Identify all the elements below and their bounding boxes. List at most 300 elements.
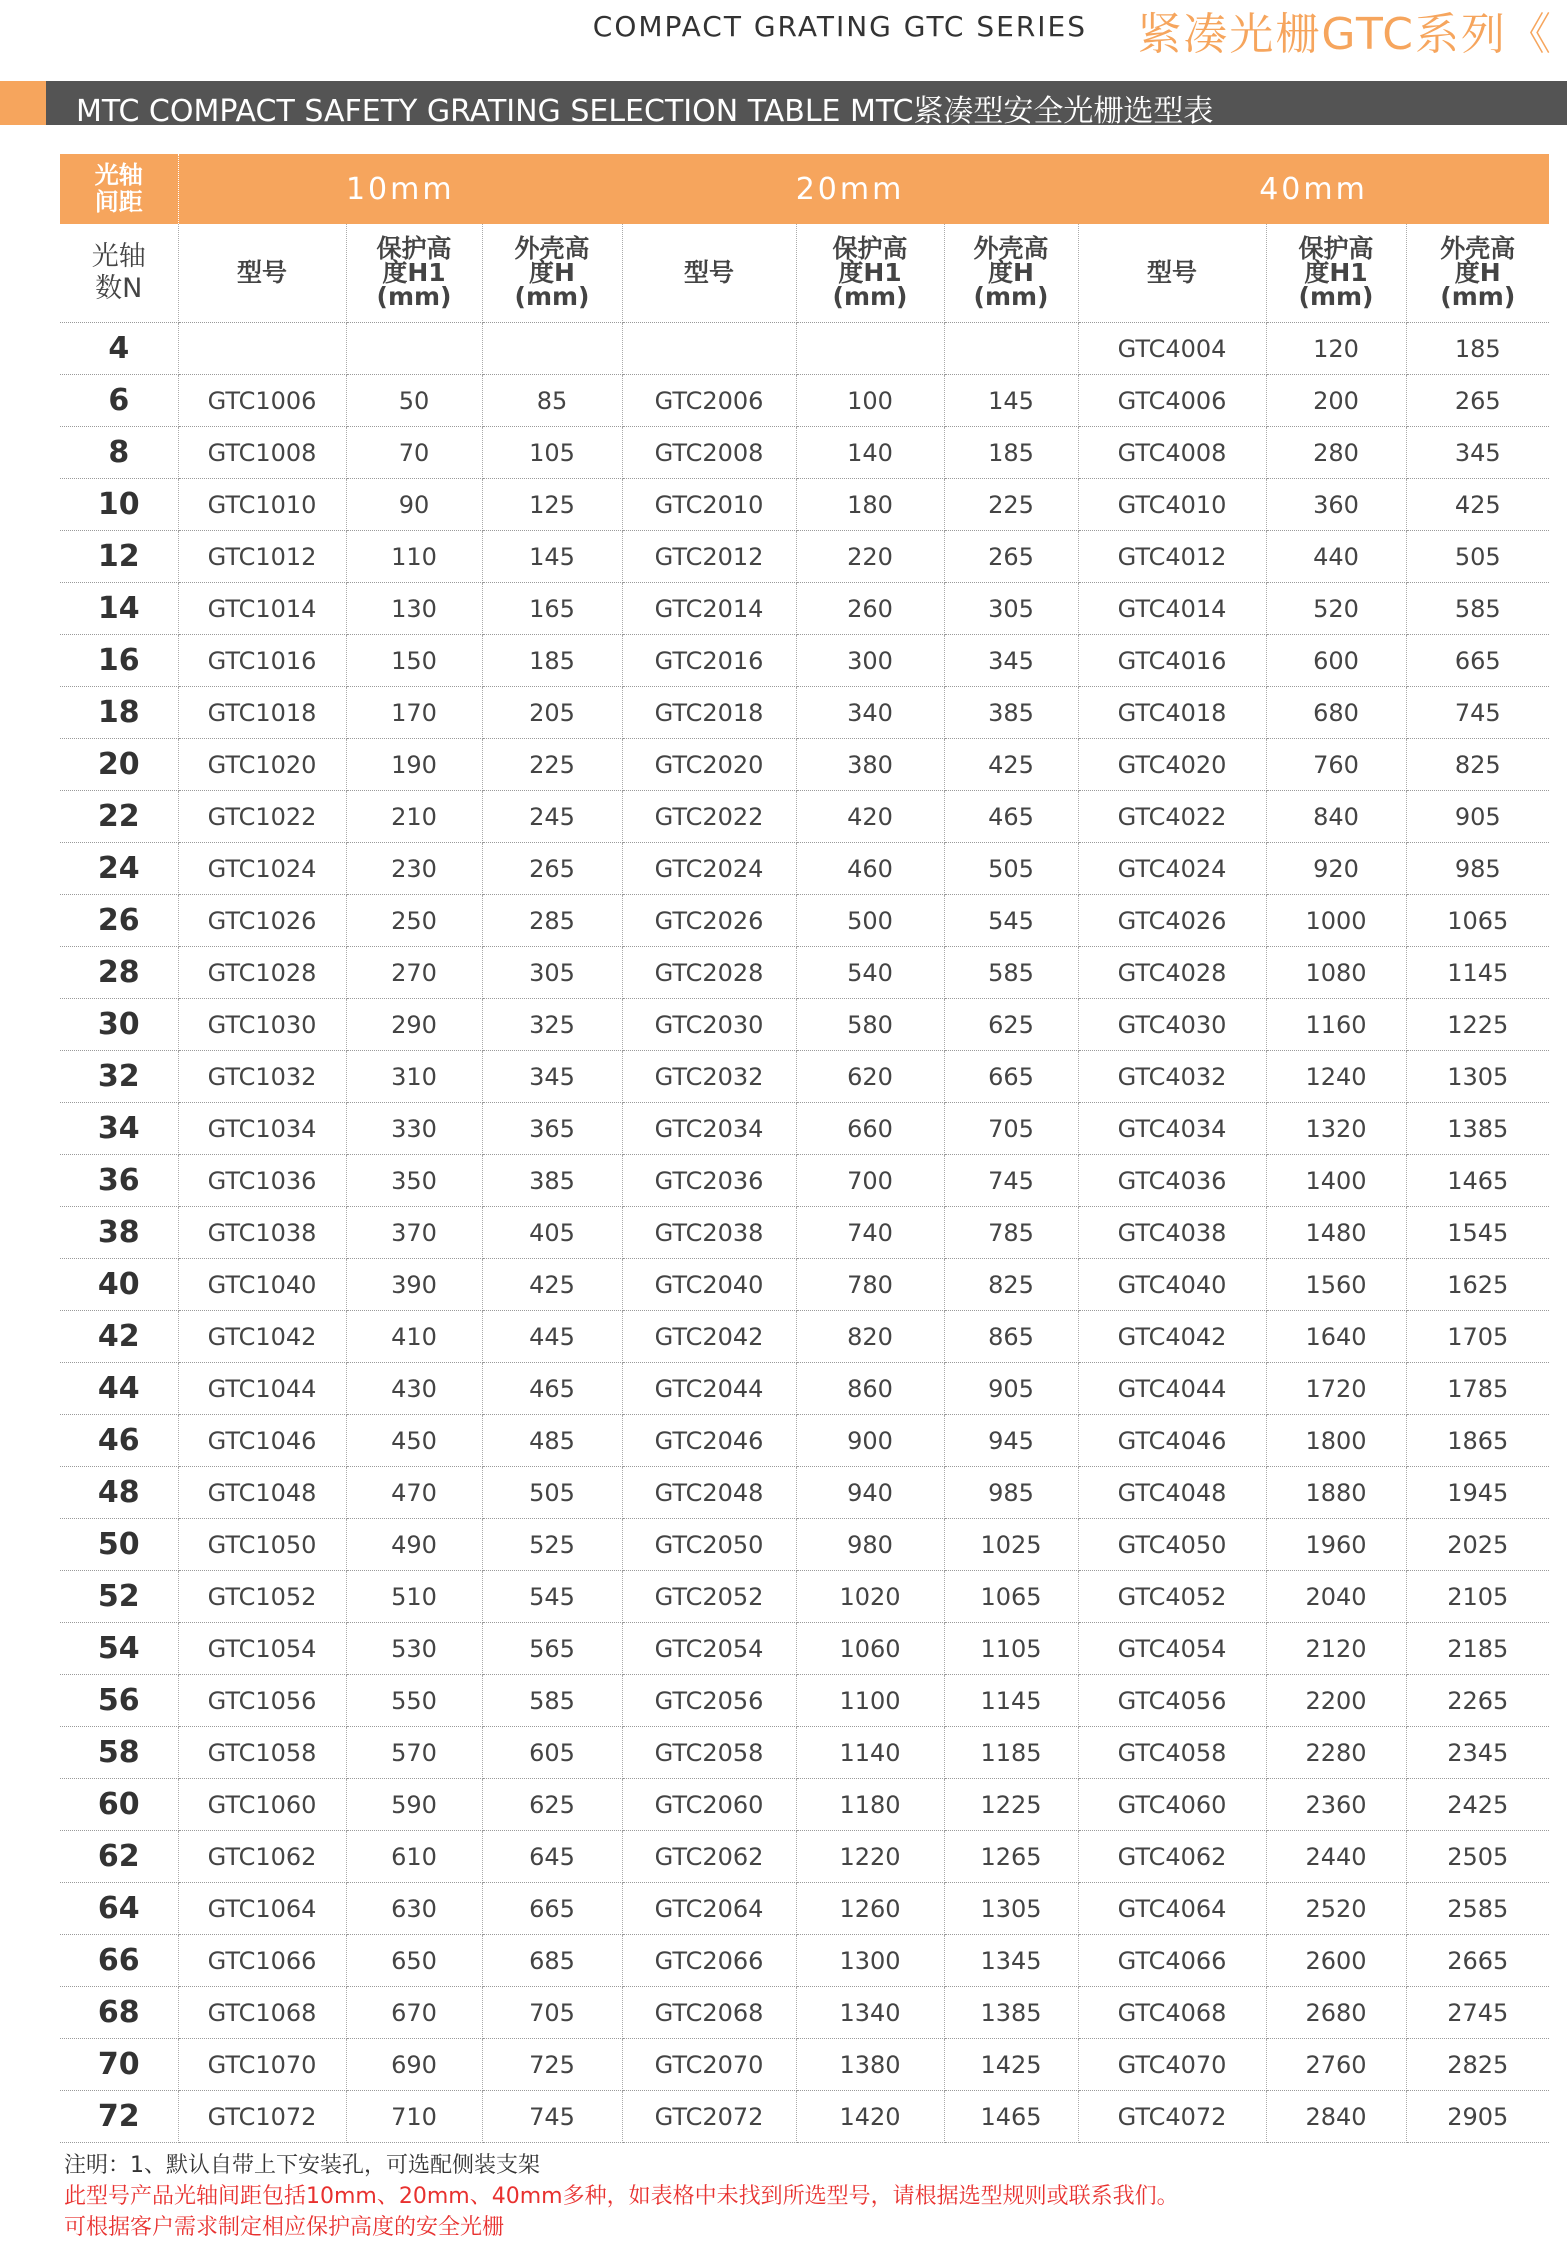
axis-count-cell: 72 [60,2091,178,2143]
axis-count-cell: 50 [60,1519,178,1571]
corner-label-line: 间距 [94,188,143,216]
model-cell: GTC1064 [178,1883,346,1935]
housing-height-cell: 445 [482,1311,622,1363]
model-cell: GTC1062 [178,1831,346,1883]
column-header-row [60,224,1549,323]
housing-height-cell: 1705 [1406,1311,1549,1363]
axis-count-cell: 24 [60,843,178,895]
protect-height-cell: 580 [796,999,944,1051]
header-line: (mm) [1298,282,1374,311]
table-row [60,1051,1549,1103]
model-cell: GTC1048 [178,1467,346,1519]
model-cell: GTC4016 [1078,635,1266,687]
model-cell: GTC4044 [1078,1363,1266,1415]
protect-height-cell: 2760 [1266,2039,1406,2091]
table-row [60,1987,1549,2039]
protect-height-cell: 2040 [1266,1571,1406,1623]
model-cell: GTC4024 [1078,843,1266,895]
protect-height-cell: 1800 [1266,1415,1406,1467]
protect-height-cell: 780 [796,1259,944,1311]
protect-height-cell: 1640 [1266,1311,1406,1363]
housing-height-cell: 1025 [944,1519,1078,1571]
axis-count-line: 光轴 [91,241,146,272]
housing-height-header [482,224,622,323]
axis-count-cell: 60 [60,1779,178,1831]
housing-height-cell [482,323,622,375]
housing-height-cell: 85 [482,375,622,427]
protect-height-cell: 220 [796,531,944,583]
protect-height-cell: 1140 [796,1727,944,1779]
protect-height-cell: 920 [1266,843,1406,895]
header-line: 外壳高 [1440,234,1516,263]
model-cell: GTC4064 [1078,1883,1266,1935]
housing-height-cell: 265 [1406,375,1549,427]
housing-height-cell: 185 [482,635,622,687]
protect-height-cell: 710 [346,2091,482,2143]
protect-height-cell: 100 [796,375,944,427]
housing-height-cell: 665 [482,1883,622,1935]
protect-height-cell: 370 [346,1207,482,1259]
model-cell: GTC2024 [622,843,796,895]
housing-height-cell: 485 [482,1415,622,1467]
header-line: 外壳高 [973,234,1049,263]
protect-height-cell: 760 [1266,739,1406,791]
protect-height-cell: 440 [1266,531,1406,583]
protect-height-cell: 700 [796,1155,944,1207]
housing-height-cell: 625 [482,1779,622,1831]
header-line: 保护高 [1298,234,1374,263]
housing-height-cell: 1385 [944,1987,1078,2039]
axis-count-header [60,224,178,323]
table-row [60,1311,1549,1363]
model-cell: GTC4026 [1078,895,1266,947]
header-line: 度H [1454,258,1501,287]
model-cell: GTC1046 [178,1415,346,1467]
model-cell: GTC1028 [178,947,346,999]
model-cell: GTC1018 [178,687,346,739]
table-row [60,895,1549,947]
housing-height-cell: 1185 [944,1727,1078,1779]
housing-height-cell: 1145 [1406,947,1549,999]
protect-height-cell: 290 [346,999,482,1051]
model-cell: GTC2028 [622,947,796,999]
model-cell: GTC1066 [178,1935,346,1987]
model-cell: GTC2010 [622,479,796,531]
axis-count-cell: 46 [60,1415,178,1467]
protect-height-cell: 430 [346,1363,482,1415]
spacing-corner-label [60,154,178,224]
axis-count-cell: 44 [60,1363,178,1415]
protect-height-cell: 470 [346,1467,482,1519]
protect-height-cell: 1060 [796,1623,944,1675]
protect-height-cell: 270 [346,947,482,999]
protect-height-cell: 350 [346,1155,482,1207]
table-row [60,1727,1549,1779]
housing-height-cell: 665 [1406,635,1549,687]
model-cell: GTC2034 [622,1103,796,1155]
protect-height-cell: 2120 [1266,1623,1406,1675]
model-cell: GTC2022 [622,791,796,843]
model-cell: GTC4046 [1078,1415,1266,1467]
protect-height-cell: 1480 [1266,1207,1406,1259]
protect-height-cell: 740 [796,1207,944,1259]
model-cell: GTC4010 [1078,479,1266,531]
model-cell: GTC4014 [1078,583,1266,635]
model-cell: GTC2008 [622,427,796,479]
housing-height-cell: 585 [944,947,1078,999]
header-line: (mm) [514,282,590,311]
model-cell: GTC1054 [178,1623,346,1675]
housing-height-header [1406,224,1549,323]
housing-height-cell: 1145 [944,1675,1078,1727]
model-cell: GTC1026 [178,895,346,947]
axis-count-cell: 16 [60,635,178,687]
housing-height-cell: 2585 [1406,1883,1549,1935]
housing-height-cell [944,323,1078,375]
housing-height-cell: 545 [482,1571,622,1623]
protect-height-cell: 530 [346,1623,482,1675]
protect-height-cell: 490 [346,1519,482,1571]
table-row [60,583,1549,635]
header-line: (mm) [1440,282,1516,311]
housing-height-cell: 665 [944,1051,1078,1103]
protect-height-cell: 1000 [1266,895,1406,947]
axis-count-cell: 64 [60,1883,178,1935]
model-cell: GTC4050 [1078,1519,1266,1571]
axis-count-cell: 10 [60,479,178,531]
housing-height-cell: 605 [482,1727,622,1779]
model-cell: GTC1038 [178,1207,346,1259]
protect-height-cell: 1300 [796,1935,944,1987]
title-accent-bar [0,81,46,125]
protect-height-cell: 1880 [1266,1467,1406,1519]
housing-height-cell: 1785 [1406,1363,1549,1415]
protect-height-cell: 200 [1266,375,1406,427]
model-cell: GTC1014 [178,583,346,635]
table-row [60,739,1549,791]
housing-height-cell: 2025 [1406,1519,1549,1571]
series-title-cn: 紧凑光栅GTC系列《 [1137,9,1553,60]
model-cell [622,323,796,375]
protect-height-cell: 70 [346,427,482,479]
table-row [60,1883,1549,1935]
model-cell: GTC4048 [1078,1467,1266,1519]
axis-count-cell: 54 [60,1623,178,1675]
axis-count-cell: 48 [60,1467,178,1519]
title-band [0,81,1567,129]
protect-height-cell: 1320 [1266,1103,1406,1155]
model-cell: GTC1032 [178,1051,346,1103]
header-line: 保护高 [376,234,452,263]
model-cell: GTC1036 [178,1155,346,1207]
table-row [60,1935,1549,1987]
model-cell: GTC4004 [1078,323,1266,375]
model-cell: GTC4008 [1078,427,1266,479]
protect-height-cell: 280 [1266,427,1406,479]
model-cell: GTC1058 [178,1727,346,1779]
model-cell: GTC2046 [622,1415,796,1467]
protect-height-cell: 500 [796,895,944,947]
housing-height-cell: 705 [944,1103,1078,1155]
protect-height-cell: 1720 [1266,1363,1406,1415]
model-header: 型号 [178,224,346,323]
model-cell: GTC2066 [622,1935,796,1987]
housing-height-cell: 945 [944,1415,1078,1467]
housing-height-cell: 2345 [1406,1727,1549,1779]
protect-height-cell: 670 [346,1987,482,2039]
header-line: 度H [988,258,1034,287]
model-cell: GTC4012 [1078,531,1266,583]
axis-count-cell: 18 [60,687,178,739]
table-row [60,1675,1549,1727]
protect-height-cell: 260 [796,583,944,635]
protect-height-header [796,224,944,323]
model-cell: GTC2006 [622,375,796,427]
protect-height-cell: 140 [796,427,944,479]
model-cell: GTC2036 [622,1155,796,1207]
housing-height-cell: 405 [482,1207,622,1259]
housing-height-cell: 345 [482,1051,622,1103]
housing-height-cell: 865 [944,1311,1078,1363]
table-row [60,1571,1549,1623]
protect-height-cell: 650 [346,1935,482,1987]
model-cell: GTC2072 [622,2091,796,2143]
protect-height-cell: 1260 [796,1883,944,1935]
protect-height-cell: 520 [1266,583,1406,635]
housing-height-cell: 345 [1406,427,1549,479]
housing-height-cell: 705 [482,1987,622,2039]
housing-height-cell: 2505 [1406,1831,1549,1883]
protect-height-cell: 460 [796,843,944,895]
model-cell: GTC4022 [1078,791,1266,843]
model-cell: GTC4060 [1078,1779,1266,1831]
axis-count-cell: 36 [60,1155,178,1207]
model-cell: GTC4028 [1078,947,1266,999]
housing-height-cell: 145 [482,531,622,583]
housing-height-cell: 345 [944,635,1078,687]
table-row [60,1259,1549,1311]
housing-height-cell: 905 [1406,791,1549,843]
model-cell: GTC4054 [1078,1623,1266,1675]
table-row [60,323,1549,375]
housing-height-cell: 645 [482,1831,622,1883]
housing-height-cell: 305 [944,583,1078,635]
protect-height-cell: 310 [346,1051,482,1103]
header-line: 度H1 [1304,258,1368,287]
housing-height-cell: 1545 [1406,1207,1549,1259]
model-cell: GTC4018 [1078,687,1266,739]
protect-height-cell: 2680 [1266,1987,1406,2039]
housing-height-cell: 425 [1406,479,1549,531]
housing-height-cell: 1065 [1406,895,1549,947]
model-cell: GTC4056 [1078,1675,1266,1727]
table-row [60,635,1549,687]
housing-height-cell: 2265 [1406,1675,1549,1727]
axis-count-cell: 70 [60,2039,178,2091]
housing-height-cell: 2905 [1406,2091,1549,2143]
protect-height-cell: 90 [346,479,482,531]
header-line: 保护高 [832,234,908,263]
notes [64,2150,1544,2243]
model-cell: GTC2018 [622,687,796,739]
model-cell: GTC1060 [178,1779,346,1831]
table-row [60,1207,1549,1259]
protect-height-cell: 2280 [1266,1727,1406,1779]
protect-height-cell: 1100 [796,1675,944,1727]
protect-height-cell [346,323,482,375]
model-cell: GTC4062 [1078,1831,1266,1883]
protect-height-cell: 210 [346,791,482,843]
table-row [60,1103,1549,1155]
housing-height-cell: 505 [482,1467,622,1519]
housing-height-cell: 1345 [944,1935,1078,1987]
model-cell: GTC2042 [622,1311,796,1363]
housing-height-cell: 1425 [944,2039,1078,2091]
protect-height-cell: 2600 [1266,1935,1406,1987]
axis-count-cell: 68 [60,1987,178,2039]
model-cell: GTC2058 [622,1727,796,1779]
model-cell: GTC4058 [1078,1727,1266,1779]
model-cell: GTC4032 [1078,1051,1266,1103]
housing-height-cell: 1065 [944,1571,1078,1623]
housing-height-cell: 2745 [1406,1987,1549,2039]
table-row [60,1467,1549,1519]
housing-height-cell: 225 [482,739,622,791]
housing-height-cell: 425 [944,739,1078,791]
protect-height-cell: 610 [346,1831,482,1883]
protect-height-cell: 940 [796,1467,944,1519]
axis-count-cell: 38 [60,1207,178,1259]
model-cell: GTC2040 [622,1259,796,1311]
model-cell: GTC2014 [622,583,796,635]
model-cell: GTC2068 [622,1987,796,2039]
housing-height-cell: 685 [482,1935,622,1987]
housing-height-cell: 125 [482,479,622,531]
model-cell: GTC4072 [1078,2091,1266,2143]
housing-height-cell: 2665 [1406,1935,1549,1987]
housing-height-cell: 205 [482,687,622,739]
protect-height-cell: 620 [796,1051,944,1103]
housing-height-cell: 265 [944,531,1078,583]
table-row [60,843,1549,895]
model-cell: GTC1008 [178,427,346,479]
model-cell [178,323,346,375]
model-cell: GTC2060 [622,1779,796,1831]
housing-height-cell: 505 [1406,531,1549,583]
axis-count-cell: 66 [60,1935,178,1987]
protect-height-cell: 840 [1266,791,1406,843]
spacing-20mm-header: 20mm [622,154,1078,224]
model-cell: GTC4034 [1078,1103,1266,1155]
housing-height-cell: 725 [482,2039,622,2091]
model-cell: GTC4066 [1078,1935,1266,1987]
axis-count-cell: 56 [60,1675,178,1727]
protect-height-cell: 1420 [796,2091,944,2143]
housing-height-cell: 565 [482,1623,622,1675]
model-header: 型号 [622,224,796,323]
axis-count-cell: 30 [60,999,178,1051]
header-line: 外壳高 [514,234,590,263]
protect-height-cell: 660 [796,1103,944,1155]
protect-height-cell: 330 [346,1103,482,1155]
axis-count-cell: 52 [60,1571,178,1623]
protect-height-cell: 1180 [796,1779,944,1831]
housing-height-cell: 385 [944,687,1078,739]
housing-height-cell: 1625 [1406,1259,1549,1311]
model-cell: GTC1056 [178,1675,346,1727]
corner-label-line: 光轴 [94,161,143,189]
model-cell: GTC4042 [1078,1311,1266,1363]
model-cell: GTC1044 [178,1363,346,1415]
housing-height-cell: 245 [482,791,622,843]
protect-height-cell: 390 [346,1259,482,1311]
model-cell: GTC2050 [622,1519,796,1571]
model-cell: GTC2016 [622,635,796,687]
table-row [60,427,1549,479]
axis-count-cell: 40 [60,1259,178,1311]
protect-height-cell: 1080 [1266,947,1406,999]
table-title: MTC COMPACT SAFETY GRATING SELECTION TABLE MTC紧凑型安全光栅选型表 [76,94,1214,129]
table-row [60,1779,1549,1831]
model-cell: GTC2030 [622,999,796,1051]
protect-height-cell: 1160 [1266,999,1406,1051]
header-line: (mm) [376,282,452,311]
protect-height-cell: 2840 [1266,2091,1406,2143]
protect-height-cell: 450 [346,1415,482,1467]
model-cell: GTC4020 [1078,739,1266,791]
housing-height-cell: 145 [944,375,1078,427]
model-cell: GTC1024 [178,843,346,895]
housing-height-cell: 1385 [1406,1103,1549,1155]
axis-count-cell: 34 [60,1103,178,1155]
housing-height-cell: 1305 [944,1883,1078,1935]
protect-height-cell: 1220 [796,1831,944,1883]
housing-height-header [944,224,1078,323]
model-cell: GTC1022 [178,791,346,843]
protect-height-cell: 170 [346,687,482,739]
axis-count-cell: 8 [60,427,178,479]
model-cell: GTC2032 [622,1051,796,1103]
protect-height-cell: 410 [346,1311,482,1363]
protect-height-cell: 110 [346,531,482,583]
protect-height-header [346,224,482,323]
model-cell: GTC2064 [622,1883,796,1935]
housing-height-cell: 745 [944,1155,1078,1207]
model-cell: GTC2012 [622,531,796,583]
housing-height-cell: 905 [944,1363,1078,1415]
table-row [60,479,1549,531]
axis-count-cell: 12 [60,531,178,583]
protect-height-cell: 1340 [796,1987,944,2039]
model-header: 型号 [1078,224,1266,323]
housing-height-cell: 985 [944,1467,1078,1519]
axis-count-cell: 58 [60,1727,178,1779]
model-cell: GTC4068 [1078,1987,1266,2039]
housing-height-cell: 1225 [1406,999,1549,1051]
table-row [60,2091,1549,2143]
model-cell: GTC4070 [1078,2039,1266,2091]
axis-count-line: 数N [95,273,143,304]
model-cell: GTC1050 [178,1519,346,1571]
model-cell: GTC4006 [1078,375,1266,427]
axis-count-cell: 14 [60,583,178,635]
protect-height-cell: 300 [796,635,944,687]
model-cell: GTC1040 [178,1259,346,1311]
protect-height-cell: 570 [346,1727,482,1779]
protect-height-cell [796,323,944,375]
spacing-header-row [60,154,1549,224]
protect-height-cell: 2520 [1266,1883,1406,1935]
